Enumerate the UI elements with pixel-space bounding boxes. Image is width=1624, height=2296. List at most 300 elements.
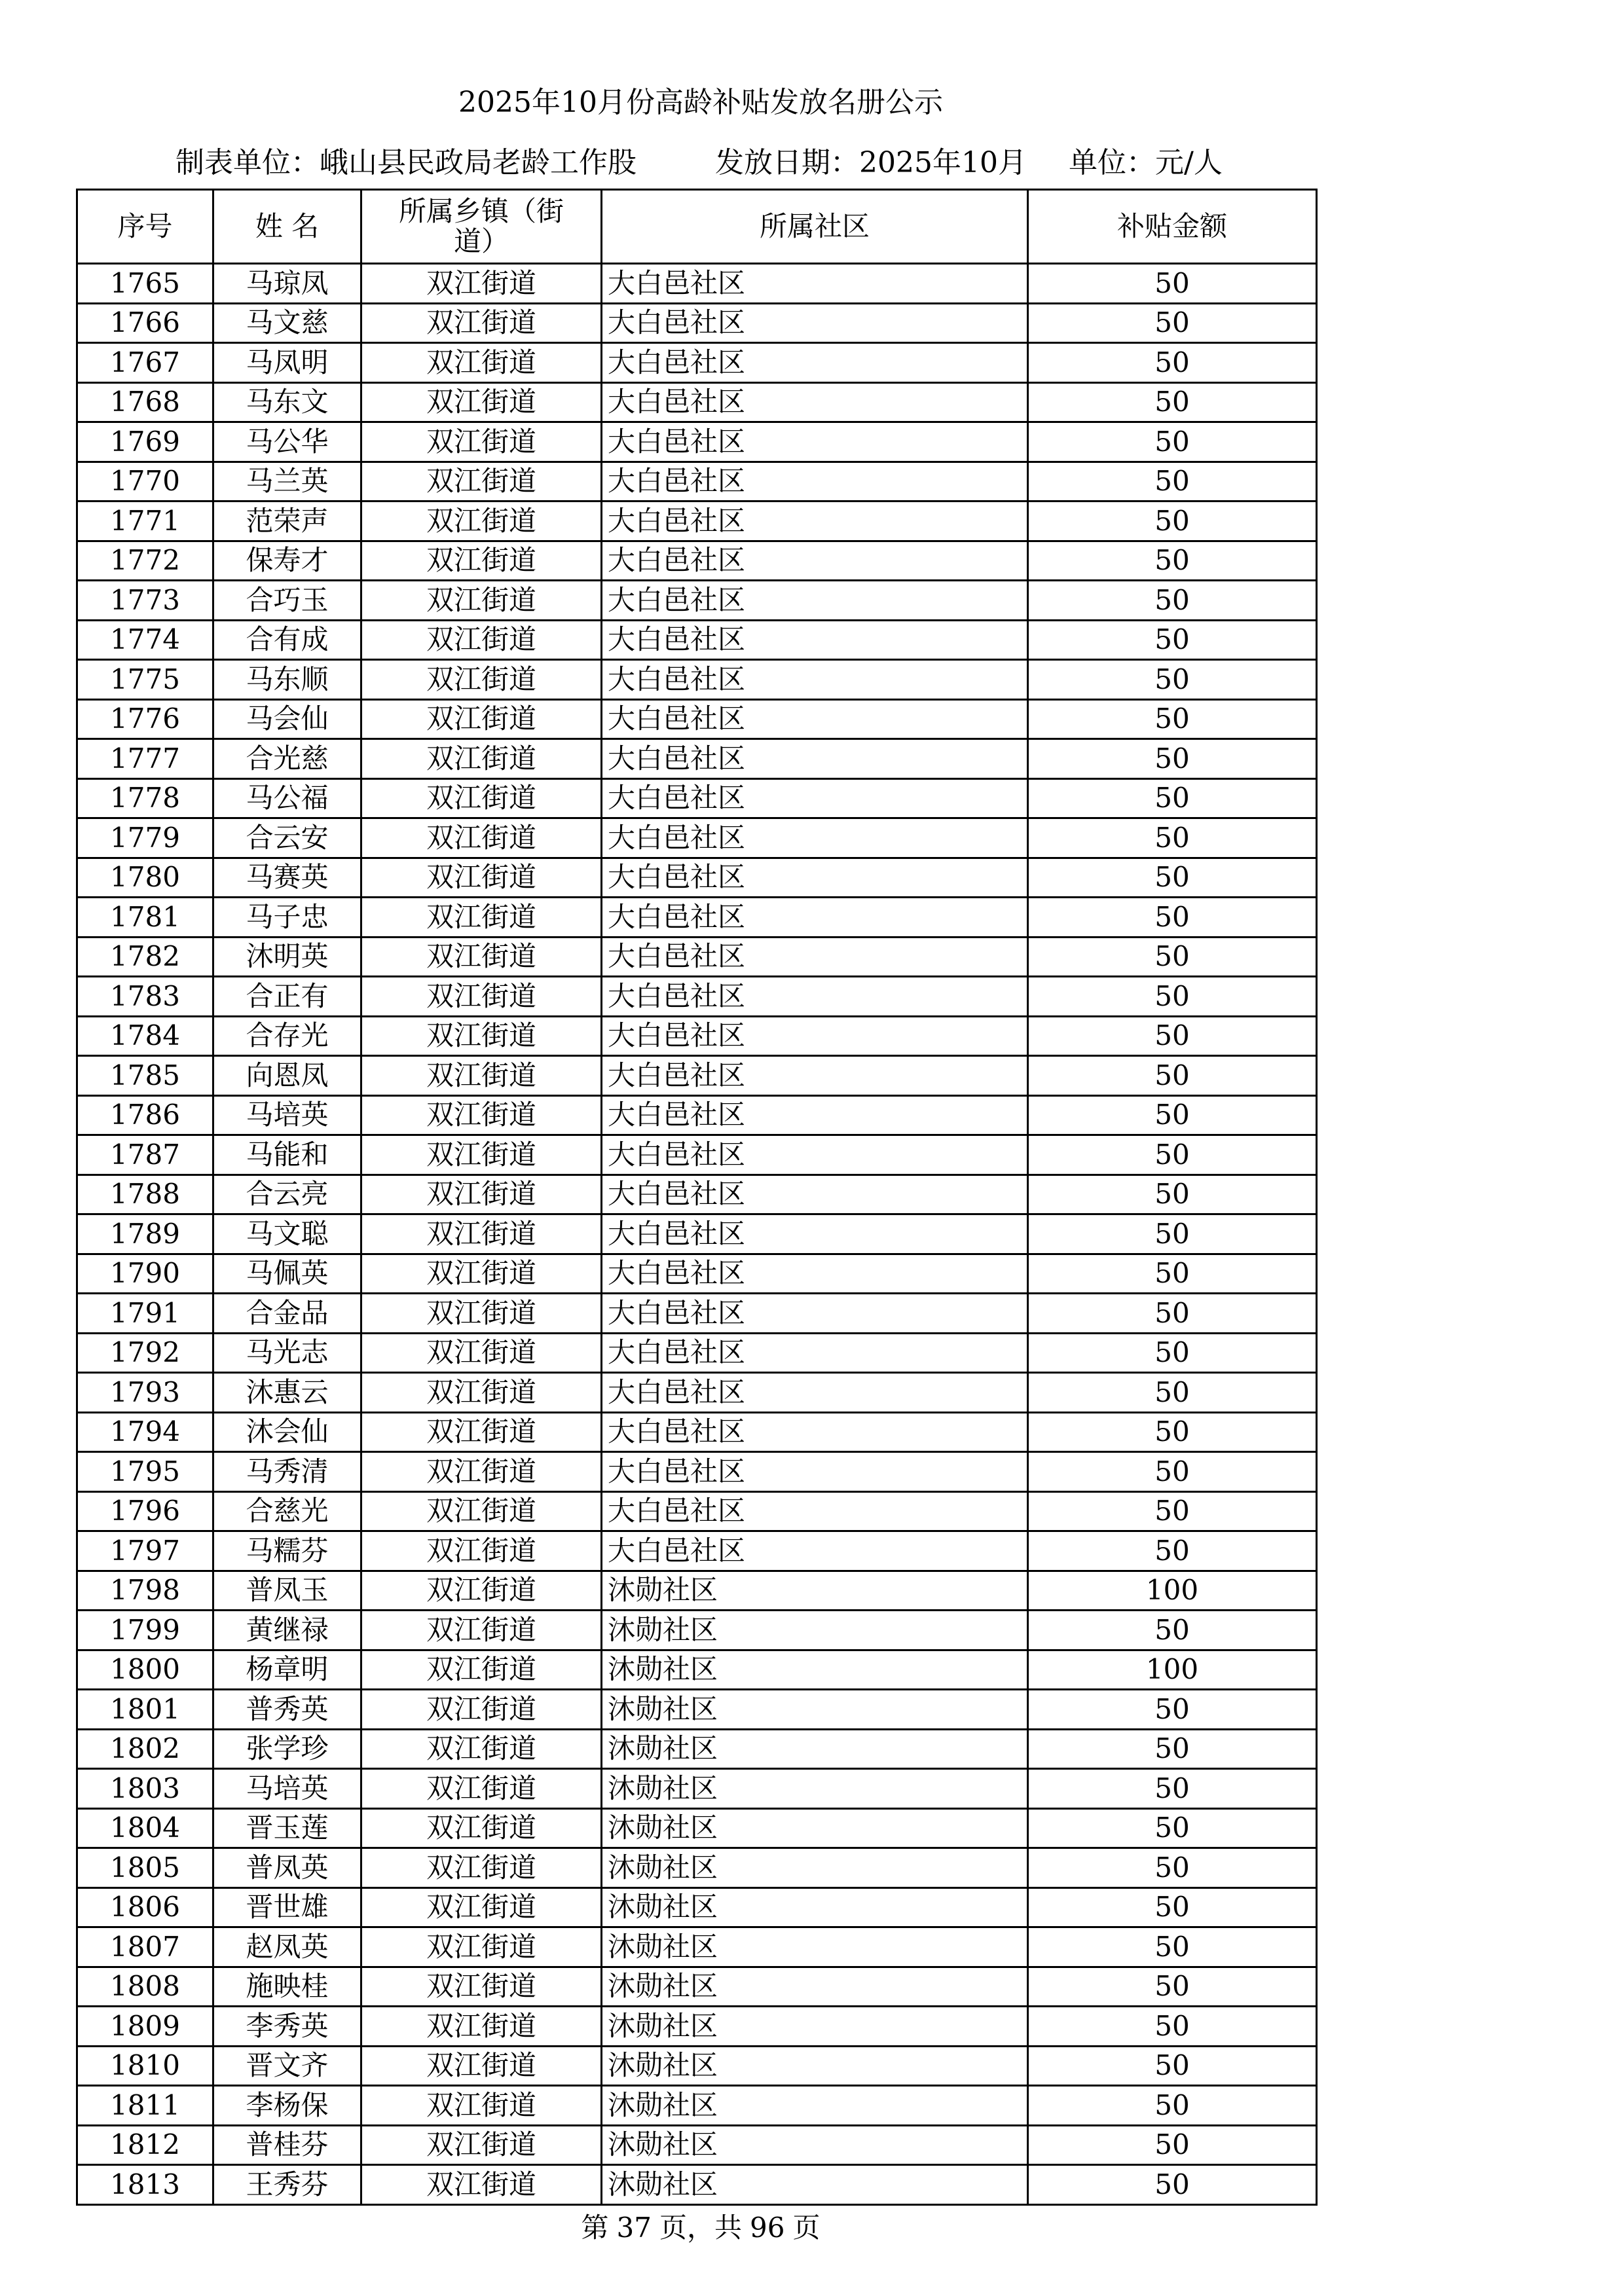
cell-town: 双江街道 (361, 1254, 602, 1294)
table-row (77, 1571, 1317, 1611)
cell-community: 沐勋社区 (602, 1650, 1028, 1690)
cell-amount: 50 (1028, 422, 1317, 462)
cell-index: 1792 (77, 1333, 213, 1373)
cell-community: 大白邑社区 (602, 1531, 1028, 1571)
table-row (77, 1611, 1317, 1650)
cell-town: 双江街道 (361, 2086, 602, 2126)
cell-town: 双江街道 (361, 264, 602, 304)
cell-community: 大白邑社区 (602, 778, 1028, 818)
cell-index: 1771 (77, 501, 213, 541)
cell-name: 李杨保 (213, 2086, 361, 2126)
column-header-amount: 补贴金额 (1028, 190, 1317, 264)
cell-index: 1786 (77, 1095, 213, 1135)
cell-name: 普秀英 (213, 1690, 361, 1730)
cell-community: 大白邑社区 (602, 1412, 1028, 1452)
cell-name: 合存光 (213, 1016, 361, 1056)
cell-town: 双江街道 (361, 1769, 602, 1809)
cell-town: 双江街道 (361, 1452, 602, 1492)
cell-index: 1813 (77, 2165, 213, 2205)
cell-amount: 50 (1028, 1056, 1317, 1096)
cell-community: 大白邑社区 (602, 1452, 1028, 1492)
cell-name: 马糯芬 (213, 1531, 361, 1571)
cell-town: 双江街道 (361, 858, 602, 898)
page-total: 96 (750, 2212, 785, 2244)
cell-community: 大白邑社区 (602, 343, 1028, 383)
cell-amount: 50 (1028, 858, 1317, 898)
cell-town: 双江街道 (361, 977, 602, 1017)
cell-amount: 50 (1028, 1927, 1317, 1967)
cell-index: 1802 (77, 1729, 213, 1769)
cell-amount: 100 (1028, 1571, 1317, 1611)
cell-amount: 50 (1028, 1690, 1317, 1730)
cell-community: 大白邑社区 (602, 303, 1028, 343)
table-row (77, 1214, 1317, 1254)
column-header-index: 序号 (77, 190, 213, 264)
cell-community: 沐勋社区 (602, 1967, 1028, 2007)
cell-name: 马光志 (213, 1333, 361, 1373)
cell-name: 马文慈 (213, 303, 361, 343)
cell-name: 马会仙 (213, 699, 361, 739)
cell-amount: 50 (1028, 1175, 1317, 1214)
cell-community: 沐勋社区 (602, 1927, 1028, 1967)
table-row (77, 660, 1317, 700)
cell-amount: 50 (1028, 778, 1317, 818)
cell-index: 1776 (77, 699, 213, 739)
table-row (77, 462, 1317, 501)
cell-amount: 50 (1028, 1294, 1317, 1334)
cell-town: 双江街道 (361, 818, 602, 858)
cell-community: 沐勋社区 (602, 1571, 1028, 1611)
table-body (77, 264, 1317, 2205)
cell-amount: 50 (1028, 1769, 1317, 1809)
cell-community: 大白邑社区 (602, 977, 1028, 1017)
cell-index: 1793 (77, 1373, 213, 1413)
table-row (77, 1967, 1317, 2007)
cell-amount: 50 (1028, 739, 1317, 779)
issuing-unit: 制表单位：峨山县民政局老龄工作股 (175, 146, 637, 179)
cell-community: 大白邑社区 (602, 264, 1028, 304)
table-row (77, 1056, 1317, 1096)
cell-name: 普凤英 (213, 1848, 361, 1888)
cell-index: 1800 (77, 1650, 213, 1690)
cell-town: 双江街道 (361, 541, 602, 581)
cell-town: 双江街道 (361, 1571, 602, 1611)
cell-community: 大白邑社区 (602, 1214, 1028, 1254)
cell-index: 1798 (77, 1571, 213, 1611)
cell-amount: 50 (1028, 1808, 1317, 1848)
subsidy-roster-table (76, 189, 1318, 2206)
cell-name: 马赛英 (213, 858, 361, 898)
cell-community: 大白邑社区 (602, 1095, 1028, 1135)
page-prefix: 第 (581, 2212, 609, 2244)
cell-town: 双江街道 (361, 898, 602, 938)
cell-community: 沐勋社区 (602, 1690, 1028, 1730)
table-row (77, 778, 1317, 818)
cell-name: 马文聪 (213, 1214, 361, 1254)
cell-name: 黄继禄 (213, 1611, 361, 1650)
table-row (77, 739, 1317, 779)
cell-amount: 50 (1028, 343, 1317, 383)
cell-amount: 50 (1028, 541, 1317, 581)
cell-amount: 50 (1028, 1848, 1317, 1888)
cell-index: 1782 (77, 937, 213, 977)
cell-town: 双江街道 (361, 1016, 602, 1056)
table-row (77, 1333, 1317, 1373)
cell-amount: 50 (1028, 1214, 1317, 1254)
cell-amount: 50 (1028, 660, 1317, 700)
cell-index: 1766 (77, 303, 213, 343)
cell-community: 沐勋社区 (602, 1808, 1028, 1848)
table-row (77, 1135, 1317, 1175)
cell-town: 双江街道 (361, 1412, 602, 1452)
cell-community: 大白邑社区 (602, 1135, 1028, 1175)
document-title: 2025年10月份高龄补贴发放名册公示 (458, 86, 943, 119)
cell-index: 1789 (77, 1214, 213, 1254)
cell-town: 双江街道 (361, 343, 602, 383)
cell-town: 双江街道 (361, 1650, 602, 1690)
cell-community: 沐勋社区 (602, 1611, 1028, 1650)
cell-index: 1775 (77, 660, 213, 700)
cell-name: 合云亮 (213, 1175, 361, 1214)
cell-town: 双江街道 (361, 1214, 602, 1254)
table-row (77, 264, 1317, 304)
cell-index: 1767 (77, 343, 213, 383)
cell-town: 双江街道 (361, 620, 602, 660)
table-row (77, 2125, 1317, 2165)
table-row (77, 1769, 1317, 1809)
cell-amount: 50 (1028, 382, 1317, 422)
table-row (77, 422, 1317, 462)
cell-amount: 50 (1028, 1412, 1317, 1452)
cell-name: 马公福 (213, 778, 361, 818)
table-row (77, 1412, 1317, 1452)
cell-index: 1811 (77, 2086, 213, 2126)
table-row (77, 343, 1317, 383)
cell-community: 大白邑社区 (602, 937, 1028, 977)
cell-town: 双江街道 (361, 1967, 602, 2007)
cell-index: 1774 (77, 620, 213, 660)
cell-name: 范荣声 (213, 501, 361, 541)
cell-community: 大白邑社区 (602, 501, 1028, 541)
cell-amount: 50 (1028, 1254, 1317, 1294)
cell-town: 双江街道 (361, 1848, 602, 1888)
cell-index: 1797 (77, 1531, 213, 1571)
table-row (77, 1650, 1317, 1690)
cell-amount: 50 (1028, 2165, 1317, 2205)
cell-name: 马能和 (213, 1135, 361, 1175)
cell-name: 马子忠 (213, 898, 361, 938)
cell-index: 1780 (77, 858, 213, 898)
cell-index: 1781 (77, 898, 213, 938)
cell-community: 大白邑社区 (602, 1294, 1028, 1334)
cell-community: 大白邑社区 (602, 699, 1028, 739)
cell-community: 大白邑社区 (602, 1333, 1028, 1373)
column-header-community: 所属社区 (602, 190, 1028, 264)
table-row (77, 1095, 1317, 1135)
table-row (77, 1452, 1317, 1492)
cell-town: 双江街道 (361, 1333, 602, 1373)
cell-name: 马凤明 (213, 343, 361, 383)
cell-town: 双江街道 (361, 422, 602, 462)
cell-community: 沐勋社区 (602, 2046, 1028, 2086)
cell-community: 大白邑社区 (602, 1254, 1028, 1294)
cell-name: 合巧玉 (213, 581, 361, 621)
cell-town: 双江街道 (361, 382, 602, 422)
cell-name: 施映桂 (213, 1967, 361, 2007)
cell-name: 王秀芬 (213, 2165, 361, 2205)
cell-index: 1784 (77, 1016, 213, 1056)
cell-index: 1803 (77, 1769, 213, 1809)
cell-town: 双江街道 (361, 1175, 602, 1214)
table-row (77, 620, 1317, 660)
cell-town: 双江街道 (361, 303, 602, 343)
table-row (77, 1808, 1317, 1848)
cell-index: 1795 (77, 1452, 213, 1492)
cell-index: 1770 (77, 462, 213, 501)
cell-name: 马兰英 (213, 462, 361, 501)
table-row (77, 1491, 1317, 1531)
cell-town: 双江街道 (361, 1690, 602, 1730)
cell-town: 双江街道 (361, 462, 602, 501)
cell-index: 1765 (77, 264, 213, 304)
cell-name: 合光慈 (213, 739, 361, 779)
cell-amount: 50 (1028, 303, 1317, 343)
cell-index: 1804 (77, 1808, 213, 1848)
cell-name: 合正有 (213, 977, 361, 1017)
cell-index: 1768 (77, 382, 213, 422)
cell-amount: 50 (1028, 1373, 1317, 1413)
cell-community: 大白邑社区 (602, 818, 1028, 858)
cell-amount: 50 (1028, 1333, 1317, 1373)
cell-amount: 50 (1028, 462, 1317, 501)
cell-amount: 50 (1028, 1967, 1317, 2007)
cell-community: 大白邑社区 (602, 660, 1028, 700)
table-row (77, 2086, 1317, 2126)
cell-name: 晋世雄 (213, 1887, 361, 1927)
table-row (77, 2007, 1317, 2047)
cell-town: 双江街道 (361, 1808, 602, 1848)
cell-index: 1785 (77, 1056, 213, 1096)
cell-community: 沐勋社区 (602, 1769, 1028, 1809)
cell-index: 1773 (77, 581, 213, 621)
cell-name: 马东顺 (213, 660, 361, 700)
page-mid: 页，共 (659, 2212, 742, 2244)
table-row (77, 1531, 1317, 1571)
page-suffix: 页 (792, 2212, 821, 2244)
cell-town: 双江街道 (361, 581, 602, 621)
cell-amount: 50 (1028, 501, 1317, 541)
cell-town: 双江街道 (361, 778, 602, 818)
cell-index: 1805 (77, 1848, 213, 1888)
cell-amount: 50 (1028, 2125, 1317, 2165)
cell-amount: 50 (1028, 581, 1317, 621)
cell-name: 合金品 (213, 1294, 361, 1334)
cell-community: 沐勋社区 (602, 2125, 1028, 2165)
cell-amount: 50 (1028, 2046, 1317, 2086)
cell-community: 大白邑社区 (602, 581, 1028, 621)
column-header-town: 所属乡镇（街道） (361, 190, 602, 264)
cell-town: 双江街道 (361, 2125, 602, 2165)
cell-community: 沐勋社区 (602, 2165, 1028, 2205)
cell-index: 1783 (77, 977, 213, 1017)
cell-town: 双江街道 (361, 1373, 602, 1413)
cell-community: 大白邑社区 (602, 620, 1028, 660)
table-row (77, 977, 1317, 1017)
cell-community: 沐勋社区 (602, 2007, 1028, 2047)
cell-amount: 50 (1028, 1611, 1317, 1650)
table-row (77, 382, 1317, 422)
cell-index: 1801 (77, 1690, 213, 1730)
cell-name: 马东文 (213, 382, 361, 422)
cell-town: 双江街道 (361, 739, 602, 779)
table-row (77, 541, 1317, 581)
cell-amount: 50 (1028, 620, 1317, 660)
cell-name: 杨章明 (213, 1650, 361, 1690)
cell-index: 1787 (77, 1135, 213, 1175)
cell-index: 1790 (77, 1254, 213, 1294)
table-row (77, 1373, 1317, 1413)
cell-town: 双江街道 (361, 937, 602, 977)
issue-date: 发放日期：2025年10月 (715, 146, 1027, 179)
table-row (77, 898, 1317, 938)
cell-name: 晋文齐 (213, 2046, 361, 2086)
cell-index: 1799 (77, 1611, 213, 1650)
cell-index: 1812 (77, 2125, 213, 2165)
cell-amount: 50 (1028, 1729, 1317, 1769)
cell-amount: 50 (1028, 977, 1317, 1017)
cell-amount: 50 (1028, 937, 1317, 977)
cell-name: 普桂芬 (213, 2125, 361, 2165)
cell-town: 双江街道 (361, 2165, 602, 2205)
cell-amount: 50 (1028, 1452, 1317, 1492)
cell-name: 马公华 (213, 422, 361, 462)
table-row (77, 581, 1317, 621)
cell-name: 晋玉莲 (213, 1808, 361, 1848)
cell-name: 张学珍 (213, 1729, 361, 1769)
cell-community: 大白邑社区 (602, 858, 1028, 898)
cell-name: 普凤玉 (213, 1571, 361, 1611)
cell-amount: 50 (1028, 2007, 1317, 2047)
cell-index: 1807 (77, 1927, 213, 1967)
table-row (77, 699, 1317, 739)
cell-town: 双江街道 (361, 1056, 602, 1096)
cell-amount: 50 (1028, 264, 1317, 304)
table-row (77, 1927, 1317, 1967)
cell-community: 大白邑社区 (602, 1056, 1028, 1096)
cell-community: 沐勋社区 (602, 1887, 1028, 1927)
table-row (77, 858, 1317, 898)
cell-town: 双江街道 (361, 1611, 602, 1650)
cell-amount: 50 (1028, 699, 1317, 739)
cell-index: 1777 (77, 739, 213, 779)
cell-index: 1810 (77, 2046, 213, 2086)
cell-community: 大白邑社区 (602, 898, 1028, 938)
table-row (77, 1848, 1317, 1888)
cell-community: 沐勋社区 (602, 1848, 1028, 1888)
cell-town: 双江街道 (361, 1294, 602, 1334)
cell-town: 双江街道 (361, 1729, 602, 1769)
cell-index: 1772 (77, 541, 213, 581)
cell-index: 1769 (77, 422, 213, 462)
cell-community: 大白邑社区 (602, 1175, 1028, 1214)
cell-amount: 50 (1028, 1887, 1317, 1927)
cell-name: 马秀清 (213, 1452, 361, 1492)
cell-amount: 50 (1028, 1016, 1317, 1056)
table-row (77, 303, 1317, 343)
table-row (77, 501, 1317, 541)
cell-name: 合有成 (213, 620, 361, 660)
cell-name: 赵凤英 (213, 1927, 361, 1967)
cell-town: 双江街道 (361, 1095, 602, 1135)
cell-community: 大白邑社区 (602, 739, 1028, 779)
cell-amount: 50 (1028, 898, 1317, 938)
cell-index: 1809 (77, 2007, 213, 2047)
table-row (77, 1887, 1317, 1927)
cell-community: 大白邑社区 (602, 462, 1028, 501)
table-row (77, 1294, 1317, 1334)
cell-name: 沐明英 (213, 937, 361, 977)
cell-town: 双江街道 (361, 1887, 602, 1927)
cell-amount: 50 (1028, 1491, 1317, 1531)
cell-name: 向恩凤 (213, 1056, 361, 1096)
currency-unit: 单位：元/人 (1069, 146, 1223, 179)
table-row (77, 1690, 1317, 1730)
cell-name: 马琼凤 (213, 264, 361, 304)
cell-index: 1778 (77, 778, 213, 818)
cell-name: 马培英 (213, 1769, 361, 1809)
cell-amount: 50 (1028, 818, 1317, 858)
cell-community: 大白邑社区 (602, 422, 1028, 462)
table-row (77, 2165, 1317, 2205)
cell-name: 马佩英 (213, 1254, 361, 1294)
column-header-name: 姓 名 (213, 190, 361, 264)
cell-amount: 50 (1028, 1095, 1317, 1135)
table-row (77, 1175, 1317, 1214)
cell-name: 合云安 (213, 818, 361, 858)
page-current: 37 (616, 2212, 652, 2244)
cell-community: 沐勋社区 (602, 1729, 1028, 1769)
page-indicator (0, 2206, 1401, 2246)
table-row (77, 1729, 1317, 1769)
table-row (77, 818, 1317, 858)
cell-name: 马培英 (213, 1095, 361, 1135)
table-header-row (77, 190, 1317, 264)
cell-community: 大白邑社区 (602, 382, 1028, 422)
cell-index: 1791 (77, 1294, 213, 1334)
cell-town: 双江街道 (361, 2046, 602, 2086)
cell-amount: 50 (1028, 1531, 1317, 1571)
cell-index: 1808 (77, 1967, 213, 2007)
cell-community: 沐勋社区 (602, 2086, 1028, 2126)
cell-amount: 100 (1028, 1650, 1317, 1690)
table-row (77, 1254, 1317, 1294)
cell-name: 保寿才 (213, 541, 361, 581)
cell-town: 双江街道 (361, 1135, 602, 1175)
cell-town: 双江街道 (361, 1531, 602, 1571)
cell-name: 沐惠云 (213, 1373, 361, 1413)
cell-name: 合慈光 (213, 1491, 361, 1531)
cell-community: 大白邑社区 (602, 1016, 1028, 1056)
cell-index: 1806 (77, 1887, 213, 1927)
cell-amount: 50 (1028, 1135, 1317, 1175)
table-row (77, 937, 1317, 977)
cell-index: 1796 (77, 1491, 213, 1531)
cell-town: 双江街道 (361, 501, 602, 541)
cell-town: 双江街道 (361, 699, 602, 739)
cell-town: 双江街道 (361, 660, 602, 700)
table-row (77, 1016, 1317, 1056)
cell-community: 大白邑社区 (602, 1491, 1028, 1531)
